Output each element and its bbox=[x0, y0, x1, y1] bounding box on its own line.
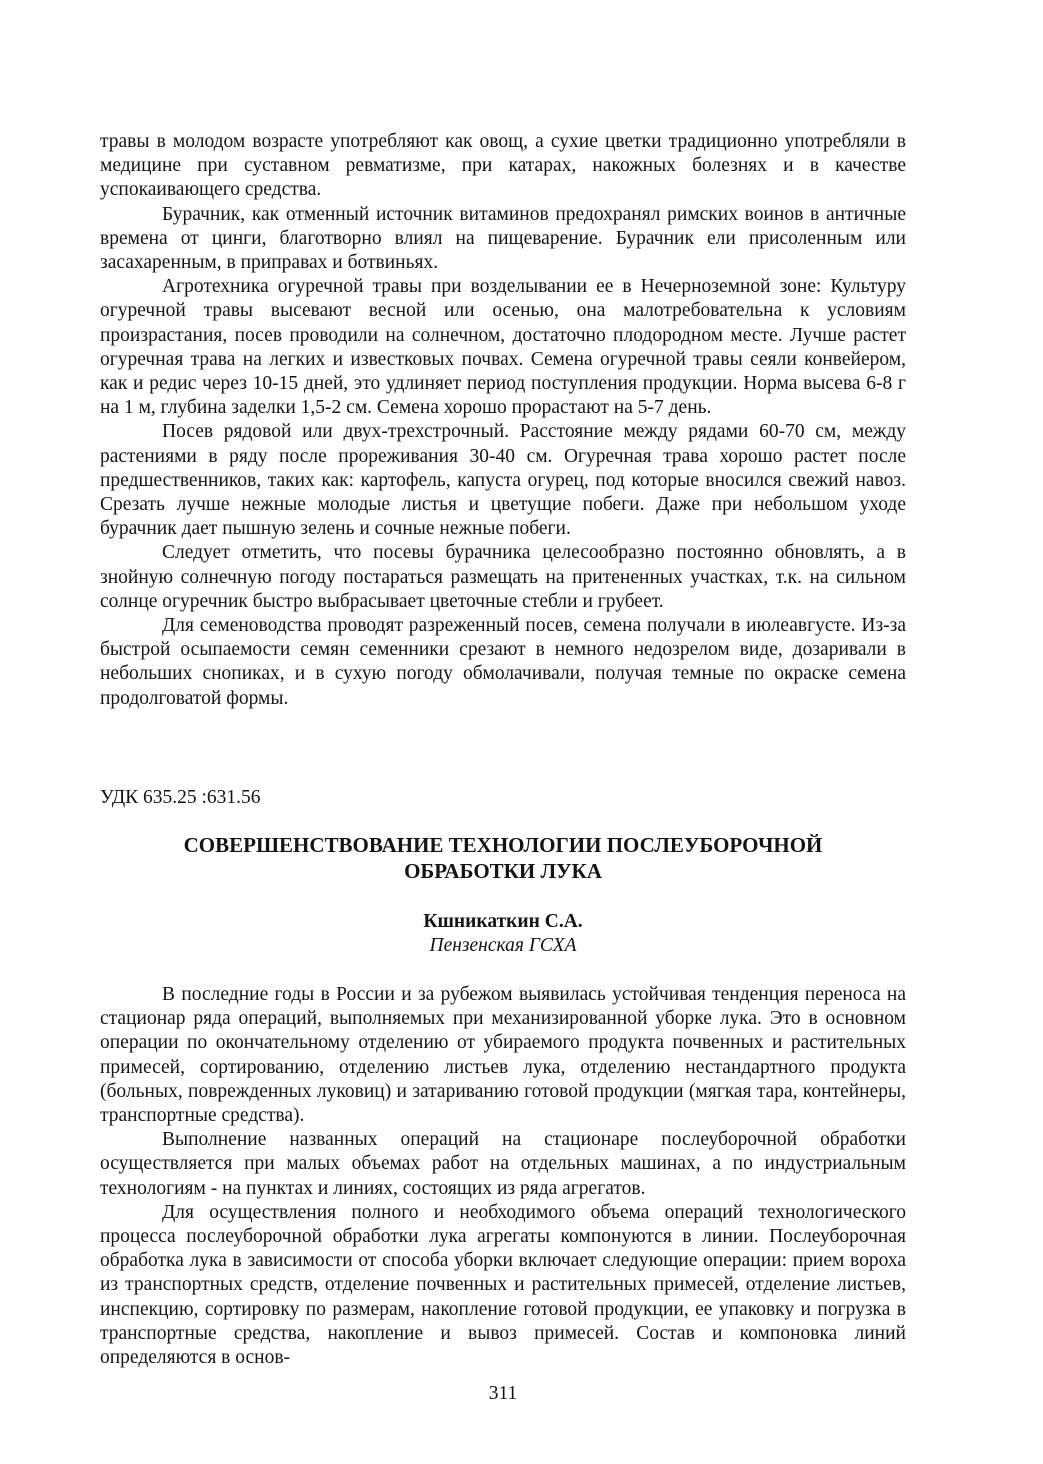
article-paragraph-3: Для осуществления полного и необходимого объема операций технологического процесса послеуборочной обработки лука агрегаты компонуются в линии. Послеуборочная обработка лука в зависимости от способа уборки включает следующие операции: прием вороха из транспортных средств, отделение почвенных и растительных примесей, отделение листьев, инспекцию, сортировку по размерам, накопление готовой продукции, ее упаковку и погрузка в транспортные средства, накопление и вывоз примесей. Состав и компоновка линий определяются в основ- bbox=[100, 1201, 906, 1369]
paragraph-seed-production: Для семеноводства проводят разреженный посев, семена получали в июлеавгусте. Из-за быстрой осыпаемости семян семенники срезают в немного недозрелом виде, дозаривали в небольших снопиках, и в сухую погоду обмолачивали, получая темные по окраске семена продолговатой формы. bbox=[100, 615, 906, 709]
paragraph-renewal: Следует отметить, что посевы бурачника целесообразно постоянно обновлять, а в знойную солнечную погоду постараться размещать на притененных участках, т.к. на сильном солнце огуречник быстро выбрасывает цветочные стебли и грубеет. bbox=[100, 542, 906, 612]
author-name: Кшникаткин С.А. bbox=[423, 911, 583, 932]
article-paragraph-1: В последние годы в России и за рубежом выявилась устойчивая тенденция переноса на стационар ряда операций, выполняемых при механизированной уборке лука. Это в основном операции по окончательному отделению от убираемого продукта почвенных и растительных примесей, сортированию, отделению листьев лука, отделению нестандартного продукта (больных, поврежденных луковиц) и затариванию готовой продукции (мягкая тара, контейнеры, транспортные средства). bbox=[100, 984, 906, 1127]
paragraph-sowing: Посев рядовой или двух-трехстрочный. Расстояние между рядами 60-70 см, между растениями в ряду после прореживания 30-40 см. Огуречная трава хорошо растет после предшественников, таких как: картофель, капуста огурец, под которые вносился свежий навоз. Срезать лучше нежные молодые листья и цветущие побеги. Даже при небольшом уходе бурачник дает пышную зелень и сочные нежные побеги. bbox=[100, 421, 906, 540]
article-paragraph-2: Выполнение названных операций на стационаре послеуборочной обработки осуществляется при малых объемах работ на отдельных машинах, а по индустриальным технологиям - на пунктах и линиях, состоящих из ряда агрегатов. bbox=[100, 1129, 906, 1199]
paragraph-continuation: травы в молодом возрасте употребляют как овощ, а сухие цветки традиционно употребляли в медицине при суставном ревматизме, при катарах, накожных болезнях и в качестве успокаивающего средства. bbox=[100, 131, 906, 201]
article-title bbox=[100, 832, 906, 884]
article-title-line-2: ОБРАБОТКИ ЛУКА bbox=[404, 859, 602, 883]
author-affiliation: Пензенская ГСХА bbox=[429, 935, 577, 956]
article-title-line-1: СОВЕРШЕНСТВОВАНИЕ ТЕХНОЛОГИИ ПОСЛЕУБОРОЧНОЙ bbox=[183, 833, 823, 857]
paragraph-agrotechnics: Агротехника огуречной травы при возделывании ее в Нечерноземной зоне: Культуру огуречной травы высевают весной или осенью, она малотребовательна к условиям произрастания, посев проводили на солнечном, достаточно плодородном месте. Лучше растет огуречная трава на легких и известковых почвах. Семена огуречной травы сеяли конвейером, как и редис через 10-15 дней, это удлиняет период поступления продукции. Норма высева 6-8 г на 1 м, глубина заделки 1,5-2 см. Семена хорошо прорастают на 5-7 день. bbox=[100, 276, 906, 419]
article-body bbox=[100, 983, 906, 1370]
continued-text-block bbox=[100, 130, 906, 711]
udc-code: УДК 635.25 :631.56 bbox=[100, 787, 261, 808]
paragraph-borage-vitamins: Бурачник, как отменный источник витаминов предохранял римских воинов в античные времена от цинги, благотворно влиял на пищеварение. Бурачник ели присоленным или засахаренным, в приправах и ботвиньях. bbox=[100, 203, 906, 274]
page-number: 311 bbox=[488, 1383, 518, 1404]
